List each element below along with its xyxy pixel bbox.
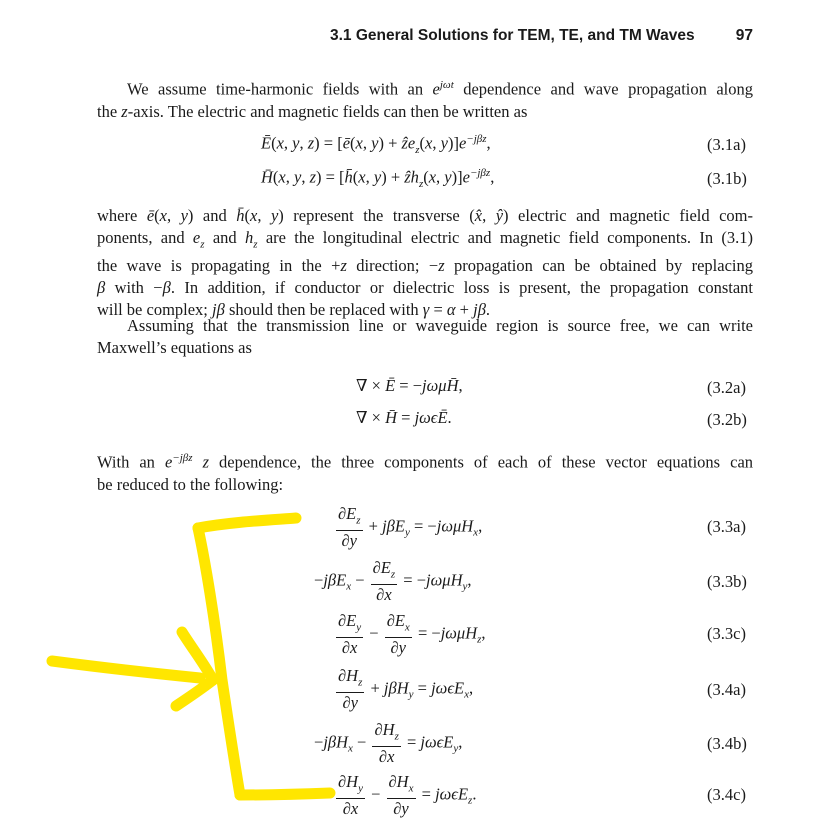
equation-label: (3.1a) xyxy=(707,135,746,154)
equation-label: (3.4b) xyxy=(707,734,747,753)
paragraph-components xyxy=(97,447,753,496)
yellow-bracket-arrow xyxy=(52,518,330,795)
equation-3-2a: ∇ × Ē = −jωμH̄, xyxy=(356,376,463,395)
equation-3-4b: −jβH$_x$ − $\frac{\partial H_z}{\partial x}$ = jωϵE$_y$, xyxy=(314,720,463,767)
equation-3-3b: −jβE$_x$ − $\frac{\partial E_z}{\partial x}$ = −jωμH$_y$, xyxy=(314,558,472,605)
text-line: ponents, and $e_z$ and $h_z$ are the longitudinal electric and magnetic field components. In (3.1) xyxy=(97,228,754,251)
equation-3-1b: H̄(x, y, z) = [h̄(x, y) + ẑh$_z$(x, $y)]e^{-j\beta z}$, xyxy=(261,167,495,190)
paragraph-maxwell xyxy=(97,315,753,359)
section-title: 3.1 General Solutions for TEM, TE, and TM Waves xyxy=(330,27,695,44)
text-line: where ē(x, y) and h̄(x, y) represent the transverse (x̂, ŷ) electric and magnetic field com- xyxy=(97,206,754,225)
text-line: the z-axis. The electric and magnetic fields can then be written as xyxy=(97,101,528,121)
equation-label: (3.2a) xyxy=(707,378,746,397)
equation-label: (3.2b) xyxy=(707,410,747,429)
paragraph-field-components xyxy=(97,205,753,321)
page-number: 97 xyxy=(735,27,753,44)
equation-label: (3.3c) xyxy=(707,624,746,643)
equation-3-3c: $\frac{\partial E_y}{\partial x}$ − $\frac{\partial E_x}{\partial y}$ = −jωμH$_z$, xyxy=(338,611,486,658)
equation-3-1a: Ē(x, y, z) = [ē(x, y) + ẑe$_z$(x, $y)]e^{-j\beta z}$, xyxy=(261,133,491,156)
paragraph-intro xyxy=(97,74,753,123)
equation-3-4c: $\frac{\partial H_y}{\partial x}$ − $\frac{\partial H_x}{\partial y}$ = jωϵE$_z$. xyxy=(338,772,477,819)
text-line: With an $e^{-j\beta z}$ z dependence, the three components of each of these vector equations can xyxy=(97,452,754,472)
equation-3-4a: $\frac{\partial H_z}{\partial y}$ + jβH$_y$ = jωϵE$_x$, xyxy=(338,666,474,713)
equation-label: (3.1b) xyxy=(707,169,747,188)
equation-label: (3.4a) xyxy=(707,680,746,699)
equation-label: (3.3a) xyxy=(707,517,746,536)
text-line: Assuming that the transmission line or waveguide region is source free, we can write xyxy=(127,316,753,335)
equation-label: (3.4c) xyxy=(707,785,746,804)
text-line: β with −β. In addition, if conductor or dielectric loss is present, the propagation constant xyxy=(97,278,754,298)
text-line: Maxwell’s equations as xyxy=(97,338,252,357)
equation-3-2b: ∇ × H̄ = jωϵĒ. xyxy=(356,408,452,427)
equation-3-3a: $\frac{\partial E_z}{\partial y}$ + jβE$_y$ = −jωμH$_x$, xyxy=(338,504,483,551)
text-line: be reduced to the following: xyxy=(97,474,284,494)
running-header xyxy=(330,27,753,49)
text-line: We assume time-harmonic fields with an $e^{j\omega t}$ dependence and wave propagation along xyxy=(127,79,753,99)
equation-label: (3.3b) xyxy=(707,572,747,591)
text-line: the wave is propagating in the +z direction; −z propagation can be obtained by replacing xyxy=(97,256,753,276)
text-line: will be complex; jβ should then be replaced with γ = α + jβ. xyxy=(97,300,491,320)
